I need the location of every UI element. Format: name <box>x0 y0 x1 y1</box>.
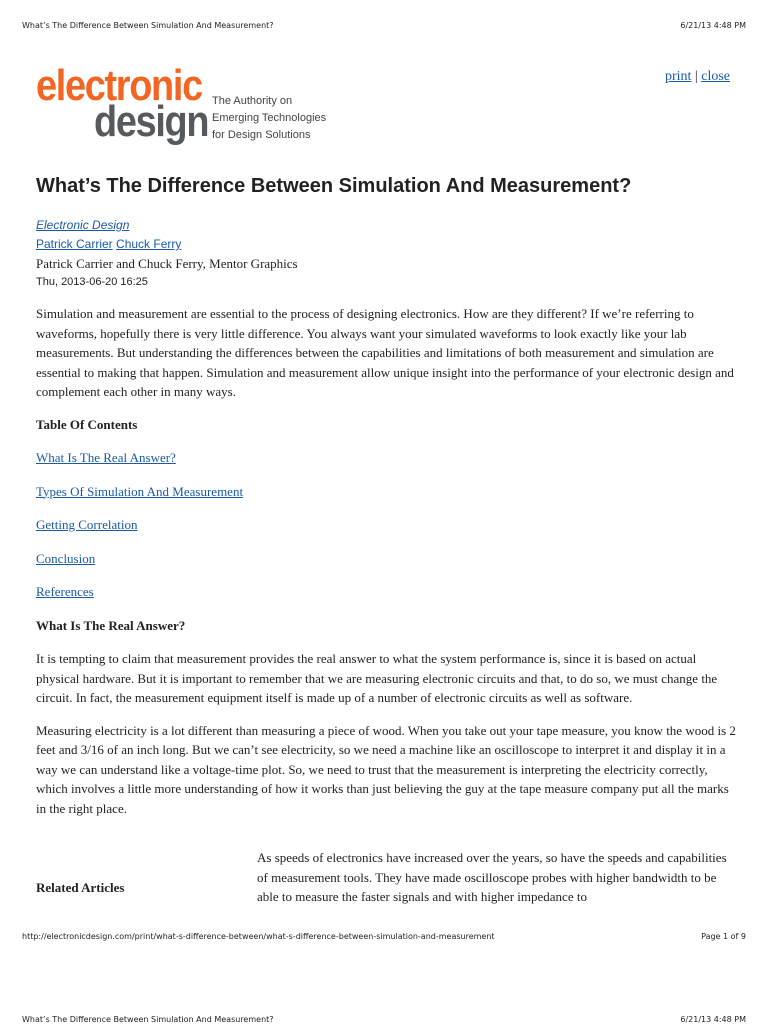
article-title: What’s The Difference Between Simulation And Measurement? <box>36 175 632 197</box>
toc-link-references[interactable]: References <box>36 584 94 599</box>
author-link-patrick-carrier[interactable]: Patrick Carrier <box>36 237 113 251</box>
print-header-top <box>0 21 768 35</box>
logo-word-electronic: electronic <box>36 61 202 110</box>
intro-paragraph: Simulation and measurement are essential to the process of designing electronics. How are they different? If we’re referring to waveforms, hopefully there is very little difference. You always want your simulated waveforms to look exactly like your lab measurements. But understanding the differences between the capabilities and limitations of both measurement and simulation are essential to making that happen. Simulation and measurement allow unique insight into the performance of your electronic design and complement each other in many ways. <box>36 306 734 399</box>
print-header-timestamp: 6/21/13 4:48 PM <box>680 1015 746 1024</box>
print-header-title: What’s The Difference Between Simulation And Measurement? <box>22 21 274 30</box>
source-link[interactable]: Electronic Design <box>36 218 130 232</box>
action-separator: | <box>694 69 698 84</box>
article-meta <box>36 216 298 290</box>
logo-tagline <box>212 93 326 144</box>
print-link[interactable]: print <box>664 69 692 84</box>
logo-tagline-line: The Authority on <box>212 95 293 107</box>
print-header-bottom <box>0 1015 768 1029</box>
toc-link-correlation[interactable]: Getting Correlation <box>36 517 138 532</box>
byline: Patrick Carrier and Chuck Ferry, Mentor Graphics <box>36 256 298 271</box>
print-footer-url: http://electronicdesign.com/print/what-s-difference-between/what-s-difference-between-simulation-and-measurement <box>22 932 495 941</box>
body-paragraph: As speeds of electronics have increased over the years, so have the speeds and capabilities of measurement tools. They have made oscilloscope probes with higher bandwidth to be able to measure the faster signals and with higher impedance to <box>257 850 727 904</box>
print-footer-page: Page 1 of 9 <box>701 932 746 941</box>
close-link[interactable]: close <box>701 69 730 84</box>
toc-heading: Table Of Contents <box>36 416 138 432</box>
toc-link-real-answer[interactable]: What Is The Real Answer? <box>36 450 176 465</box>
article-body <box>36 304 736 831</box>
print-close-actions <box>665 69 730 85</box>
logo-tagline-line: Emerging Technologies <box>212 112 327 124</box>
body-paragraph: It is tempting to claim that measurement provides the real answer to what the system performance is, since it is based on actual physical hardware. But it is important to remember that we are measuring electronic circuits and that, to do so, we must change the circuit. In fact, the measurement equipment itself is made up of a number of electronic circuits as well as software. <box>36 651 718 705</box>
print-header-timestamp: 6/21/13 4:48 PM <box>680 21 746 30</box>
author-links <box>36 234 298 254</box>
print-header-title: What’s The Difference Between Simulation And Measurement? <box>22 1015 274 1024</box>
toc-link-types[interactable]: Types Of Simulation And Measurement <box>36 483 244 499</box>
related-articles-heading: Related Articles <box>36 880 125 895</box>
logo-tagline-line: for Design Solutions <box>212 129 311 141</box>
section-heading-real-answer: What Is The Real Answer? <box>36 617 186 633</box>
toc-link-conclusion[interactable]: Conclusion <box>36 550 96 566</box>
author-link-chuck-ferry[interactable]: Chuck Ferry <box>116 237 182 251</box>
electronic-design-logo[interactable] <box>36 61 366 156</box>
publish-date: Thu, 2013-06-20 16:25 <box>36 276 148 288</box>
body-paragraph: Measuring electricity is a lot different than measuring a piece of wood. When you take out your tape measure, you know the wood is 2 feet and 3/16 of an inch long. But we can’t see electricity, so we need a machine like an oscilloscope to interpret it and display it in a way we can understand like a voltage-time plot. So, we need to trust that the measurement is interpreting the electricity correctly, which involves a little more understanding of how it works than just believing the guy at the tape measure company put all the marks in the right place. <box>36 722 736 816</box>
logo-word-design: design <box>94 97 209 146</box>
